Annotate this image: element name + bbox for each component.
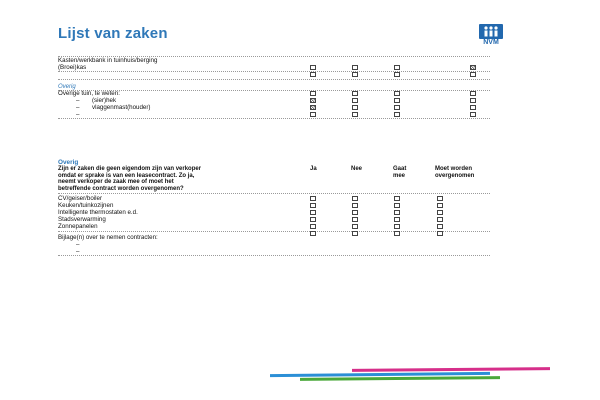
question-line: Zijn er zaken die geen eigendom zijn van verkoper bbox=[58, 166, 202, 172]
checkbox[interactable] bbox=[437, 203, 443, 208]
row-dash: – bbox=[76, 104, 80, 111]
nvm-logo bbox=[474, 24, 508, 50]
checkbox[interactable] bbox=[470, 72, 476, 77]
row-label: vlaggenmast(houder) bbox=[92, 104, 151, 111]
checkbox[interactable] bbox=[352, 91, 358, 96]
section-heading: Overig bbox=[58, 159, 79, 166]
checkbox[interactable] bbox=[310, 196, 316, 201]
row-dash: – bbox=[76, 97, 80, 104]
logo-mark-icon bbox=[479, 24, 503, 39]
checkbox[interactable] bbox=[352, 231, 358, 236]
row-label: (sier)hek bbox=[92, 97, 117, 104]
bijlage-dash: – bbox=[76, 241, 80, 248]
checkbox[interactable] bbox=[310, 231, 316, 236]
checkbox[interactable] bbox=[352, 224, 358, 229]
section-heading: Overig bbox=[58, 84, 76, 90]
column-header-moet-worden-overgenomen: overgenomen bbox=[435, 172, 475, 179]
column-header-nee: Nee bbox=[351, 166, 363, 172]
checkbox[interactable] bbox=[352, 72, 358, 77]
column-header-gaat-mee: Gaat bbox=[393, 166, 407, 172]
checkbox[interactable] bbox=[394, 72, 400, 77]
checkbox[interactable] bbox=[394, 105, 400, 110]
checkbox[interactable] bbox=[437, 210, 443, 215]
checkbox[interactable] bbox=[310, 224, 316, 229]
checkbox[interactable] bbox=[437, 196, 443, 201]
page-title: Lijst van zaken bbox=[58, 25, 168, 42]
divider bbox=[58, 118, 490, 119]
divider bbox=[58, 71, 490, 72]
checkbox[interactable] bbox=[394, 203, 400, 208]
column-header-ja: Ja bbox=[310, 166, 317, 172]
checkbox[interactable] bbox=[437, 224, 443, 229]
checkbox[interactable] bbox=[310, 112, 316, 117]
column-header-gaat-mee: mee bbox=[393, 172, 406, 179]
checkbox[interactable] bbox=[310, 72, 316, 77]
checkbox[interactable] bbox=[470, 112, 476, 117]
checkbox[interactable] bbox=[394, 224, 400, 229]
logo-text: NVM bbox=[483, 39, 499, 46]
checkbox[interactable] bbox=[352, 210, 358, 215]
divider bbox=[58, 231, 490, 232]
decorative-stripe-magenta bbox=[352, 367, 550, 372]
row-dash: – bbox=[76, 111, 80, 118]
checkbox[interactable] bbox=[470, 91, 476, 96]
checkbox-checked[interactable] bbox=[470, 65, 476, 70]
lease-item-label: Intelligente thermostaten e.d. bbox=[58, 209, 138, 216]
decorative-stripe-green bbox=[300, 376, 500, 381]
checkbox[interactable] bbox=[437, 231, 443, 236]
checkbox[interactable] bbox=[352, 98, 358, 103]
checkbox[interactable] bbox=[352, 112, 358, 117]
row-label: Kasten/werkbank in tuinhuis/berging bbox=[58, 57, 158, 64]
checkbox-checked[interactable] bbox=[310, 98, 316, 103]
divider bbox=[58, 193, 490, 194]
checkbox[interactable] bbox=[394, 91, 400, 96]
checkbox-checked[interactable] bbox=[310, 105, 316, 110]
row-label: Overige tuin, te weten: bbox=[58, 90, 120, 97]
checkbox[interactable] bbox=[352, 203, 358, 208]
checkbox[interactable] bbox=[394, 217, 400, 222]
checkbox[interactable] bbox=[310, 203, 316, 208]
checkbox[interactable] bbox=[437, 217, 443, 222]
checkbox[interactable] bbox=[470, 98, 476, 103]
checkbox[interactable] bbox=[394, 65, 400, 70]
checkbox[interactable] bbox=[394, 231, 400, 236]
question-line: betreffende contract worden overgenomen? bbox=[58, 185, 184, 192]
checkbox[interactable] bbox=[352, 105, 358, 110]
checkbox[interactable] bbox=[310, 65, 316, 70]
divider bbox=[58, 90, 490, 91]
checkbox[interactable] bbox=[394, 98, 400, 103]
checkbox[interactable] bbox=[352, 65, 358, 70]
checkbox[interactable] bbox=[310, 210, 316, 215]
checkbox[interactable] bbox=[352, 217, 358, 222]
checkbox[interactable] bbox=[310, 91, 316, 96]
bijlage-label: Bijlage(n) over te nemen contracten: bbox=[58, 234, 158, 241]
column-header-moet-worden-overgenomen: Moet worden bbox=[435, 166, 472, 172]
row-label: (Broei)kas bbox=[58, 64, 87, 71]
checkbox[interactable] bbox=[394, 112, 400, 117]
checkbox[interactable] bbox=[394, 196, 400, 201]
checkbox[interactable] bbox=[310, 217, 316, 222]
divider bbox=[58, 79, 490, 80]
lease-item-label: Keuken/tuinkozijnen bbox=[58, 202, 114, 209]
checkbox[interactable] bbox=[394, 210, 400, 215]
lease-item-label: CV/geiser/boiler bbox=[58, 195, 103, 202]
question-line: omdat er sprake is van een leasecontract. Zo ja, bbox=[58, 172, 195, 179]
bijlage-dash: – bbox=[76, 248, 80, 255]
lease-item-label: Zonnepanelen bbox=[58, 223, 98, 230]
question-line: neemt verkoper de zaak mee of moet het bbox=[58, 179, 174, 185]
lease-item-label: Stadsverwarming bbox=[58, 216, 106, 223]
checkbox[interactable] bbox=[352, 196, 358, 201]
checkbox[interactable] bbox=[470, 105, 476, 110]
divider bbox=[58, 255, 490, 256]
